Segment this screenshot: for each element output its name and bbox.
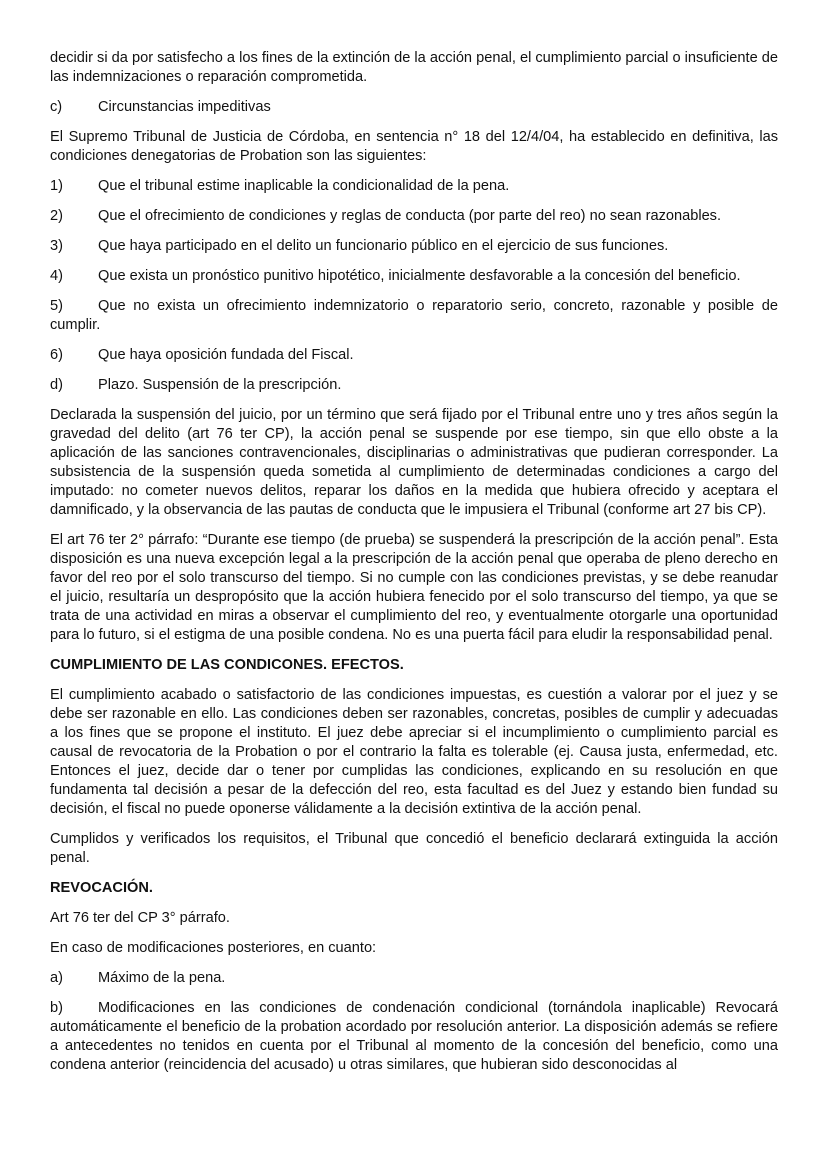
paragraph-declarada-suspension: Declarada la suspensión del juicio, por un término que será fijado por el Tribunal entre uno y tres años según la gravedad del delito (art 76 ter CP), la acción penal se suspende por ese tiempo, sin que ello obste a la aplicación de las sanciones contravencionales, disciplinarias o administrativas que pudieran corresponder. La subsistencia de la suspensión queda sometida al cumplimiento de determinadas condiciones a cargo del imputado: no cometer nuevos delitos, reparar los daños en la medida que hubiera ofrecido y aceptara el damnificado, y la observancia de las pautas de conducta que le impusiera el Tribunal (conforme art 27 bis CP). — [50, 407, 778, 518]
list-text: Circunstancias impeditivas — [98, 99, 271, 115]
list-text: Que haya oposición fundada del Fiscal. — [98, 347, 354, 363]
list-text: Que el tribunal estime inaplicable la condicionalidad de la pena. — [98, 178, 510, 194]
condition-item-3 — [50, 237, 778, 256]
paragraph-continuation: decidir si da por satisfecho a los fines de la extinción de la acción penal, el cumplimiento parcial o insuficiente de las indemnizaciones o reparación comprometida. — [50, 50, 778, 85]
paragraph-art-76-ter-3: Art 76 ter del CP 3° párrafo. — [50, 910, 230, 926]
list-marker: a) — [50, 970, 63, 986]
condition-item-1 — [50, 177, 778, 196]
list-marker: 4) — [50, 268, 63, 284]
paragraph-modificaciones: En caso de modificaciones posteriores, en cuanto: — [50, 940, 377, 956]
list-text: Que haya participado en el delito un funcionario público en el ejercicio de sus funciones. — [98, 238, 669, 254]
list-item-c — [50, 98, 778, 117]
list-item-a — [50, 969, 778, 988]
list-marker: 5) — [50, 298, 63, 314]
list-marker: 1) — [50, 178, 63, 194]
list-item-b — [50, 999, 778, 1075]
list-text: Que el ofrecimiento de condiciones y reglas de conducta (por parte del reo) no sean razonables. — [98, 208, 722, 224]
paragraph-cumplimiento: El cumplimiento acabado o satisfactorio de las condiciones impuestas, es cuestión a valorar por el juez y se debe ser razonable en ello. Las condiciones deben ser razonables, concretas, posibles de cumplir y adecuadas a los fines que se propone el instituto. El juez debe apreciar si el incumplimiento o cumplimiento parcial es causal de revocatoria de la Probation o por el contrario la falta es tolerable (ej. Causa justa, enfermedad, etc. Entonces el juez, decide dar o tener por cumplidas las condiciones, explicando en su resolución en que fundamenta tal decisión a pesar de la defección del reo, esta facultad es del Juez y estando bien fundad su decisión, el fiscal no puede oponerse válidamente a la decisión extintiva de la acción penal. — [50, 687, 778, 817]
list-text: Que exista un pronóstico punitivo hipotético, inicialmente desfavorable a la concesión del beneficio. — [98, 268, 741, 284]
document-page — [50, 49, 778, 1086]
paragraph-cumplidos: Cumplidos y verificados los requisitos, el Tribunal que concedió el beneficio declarará extinguida la acción penal. — [50, 831, 778, 866]
condition-item-5 — [50, 297, 778, 335]
list-marker: 2) — [50, 208, 63, 224]
paragraph-art-76-ter: El art 76 ter 2° párrafo: “Durante ese tiempo (de prueba) se suspenderá la prescripción de la acción penal”. Esta disposición es una nueva excepción legal a la prescripción de la acción penal que operaba de pleno derecho en favor del reo por el solo transcurso del tiempo. Si no cumple con las condiciones previstas, y se debe reanudar el juicio, resultaría un despropósito que la acción hubiera fenecido por el solo transcurso del tiempo, ya que se trata de una actividad en miras a observar el cumplimiento del reo, y eventualmente otorgarle una oportunidad para lo futuro, si el estigma de una posible condena. No es una puerta fácil para eludir la responsabilidad penal. — [50, 532, 778, 643]
list-item-d — [50, 376, 778, 395]
paragraph-supremo-tribunal: El Supremo Tribunal de Justicia de Córdoba, en sentencia n° 18 del 12/4/04, ha establecido en definitiva, las condiciones denegatorias de Probation son las siguientes: — [50, 129, 778, 164]
list-marker: c) — [50, 99, 63, 115]
list-text: Plazo. Suspensión de la prescripción. — [98, 377, 342, 393]
list-text: Modificaciones en las condiciones de condenación condicional (tornándola inaplicable) Revocará automáticamente el beneficio de la probation acordado por resolución anterior. La disposición además se refiere a antecedentes no tenidos en cuenta por el Tribunal al momento de la concesión del beneficio, como una condena anterior (reincidencia del acusado) u otras similares, que hubieran sido desconocidas al — [50, 1000, 778, 1073]
condition-item-6 — [50, 346, 778, 365]
list-marker: b) — [50, 1000, 63, 1016]
condition-item-2 — [50, 207, 778, 226]
section-heading-revocacion: REVOCACIÓN. — [50, 880, 153, 896]
list-text: Máximo de la pena. — [98, 970, 226, 986]
section-heading-cumplimiento: CUMPLIMIENTO DE LAS CONDICONES. EFECTOS. — [50, 657, 404, 673]
list-text: Que no exista un ofrecimiento indemnizatorio o reparatorio serio, concreto, razonable y posible de cumplir. — [50, 298, 778, 333]
condition-item-4 — [50, 267, 778, 286]
list-marker: 6) — [50, 347, 63, 363]
list-marker: 3) — [50, 238, 63, 254]
list-marker: d) — [50, 377, 63, 393]
